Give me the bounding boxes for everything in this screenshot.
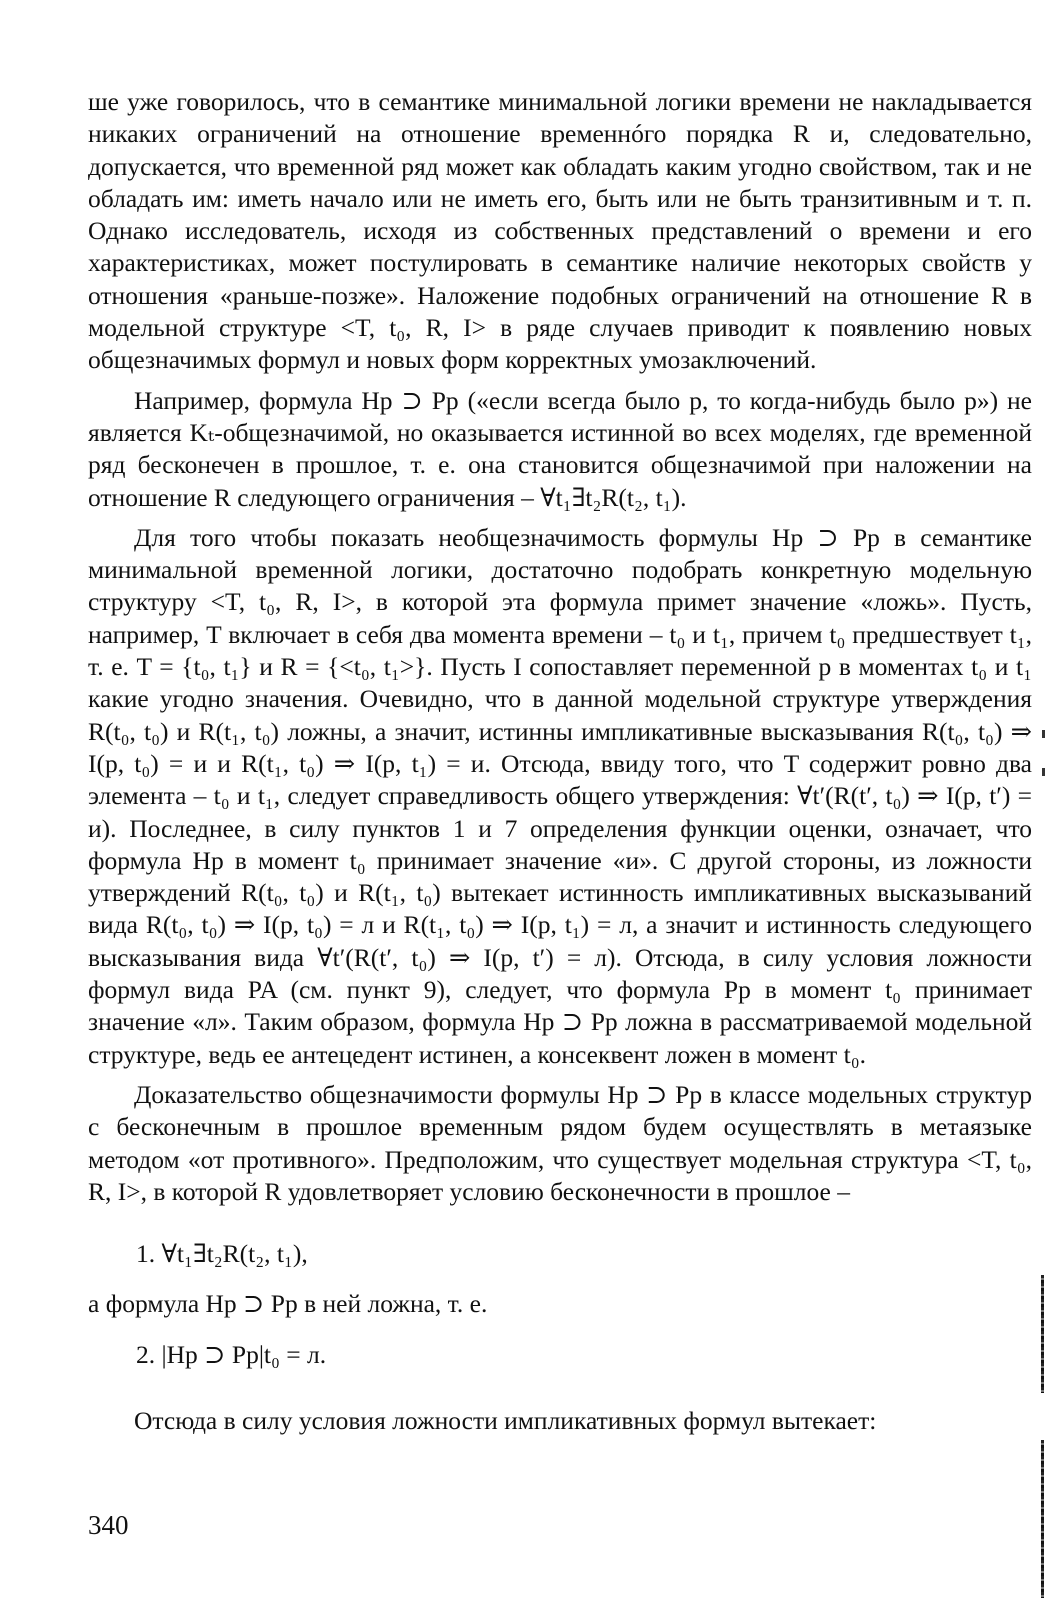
paragraph-1: ше уже говорилось, что в семантике минимальной логики времени не накладывается никаких ограничений на отношение временнóго порядка R и, следовательно, допускается, что временной ряд может как обладать каким угодно свойством, так и не обладать им: иметь начало или не иметь его, быть или не быть транзитивным и т. п. Однако исследователь, исходя из собственных представлений о времени и его характеристиках, может постулировать в семантике наличие некоторых свойств у отношения «раньше-позже». Наложение подобных ограничений на отношение R в модельной структуре <T, t₀, R, I> в ряде случаев приводит к появлению новых общезначимых формул и новых форм корректных умозаключений. [88, 87, 1032, 375]
scan-edge-mark [1042, 730, 1045, 738]
between-text: а формула Hp ⊃ Pp в ней ложна, т. е. [88, 1289, 488, 1319]
closing-line: Отсюда в силу условия ложности импликативных формул вытекает: [134, 1405, 877, 1435]
scan-edge-mark [1041, 1440, 1044, 1598]
scan-edge-mark [1041, 1275, 1044, 1393]
page-number: 340 [88, 1510, 129, 1540]
scan-edge-mark [1042, 768, 1045, 776]
condition-2: 2. |Hp ⊃ Pp|t₀ = л. [136, 1339, 327, 1369]
condition-1: 1. ∀t₁∃t₂R(t₂, t₁), [136, 1239, 308, 1269]
page-content [88, 86, 1032, 1437]
paragraph-2: Например, формула Hp ⊃ Pp («если всегда было p, то когда-нибудь было p») не является Kₜ-общезначимой, но оказывается истинной во всех моделях, где временной ряд бесконечен в прошлое, т. е. она становится общезначимой при наложении на отношение R следующего ограничения – ∀t₁∃t₂R(t₂, t₁). [88, 385, 1032, 512]
paragraph-3: Для того чтобы показать необщезначимость формулы Hp ⊃ Pp в семантике минимальной временной логики, достаточно подобрать конкретную модельную структуру <T, t₀, R, I>, в которой эта формула примет значение «ложь». Пусть, например, T включает в себя два момента времени – t₀ и t₁, причем t₀ предшествует t₁, т. е. T = {t₀, t₁} и R = {<t₀, t₁>}. Пусть I сопоставляет переменной p в моментах t₀ и t₁ какие угодно значения. Очевидно, что в данной модельной структуре утверждения R(t₀, t₀) и R(t₁, t₀) ложны, а значит, истинны импликативные высказывания R(t₀, t₀) ⇒ I(p, t₀) = и и R(t₁, t₀) ⇒ I(p, t₁) = и. Отсюда, ввиду того, что T содержит ровно два элемента – t₀ и t₁, следует справедливость общего утверждения: ∀t′(R(t′, t₀) ⇒ I(p, t′) = и). Последнее, в силу пунктов 1 и 7 определения функции оценки, означает, что формула Hp в момент t₀ принимает значение «и». С другой стороны, из ложности утверждений R(t₀, t₀) и R(t₁, t₀) вытекает истинность импликативных высказываний вида R(t₀, t₀) ⇒ I(p, t₀) = л и R(t₁, t₀) ⇒ I(p, t₁) = л, а значит и истинность следующего высказывания вида ∀t′(R(t′, t₀) ⇒ I(p, t′) = л). Отсюда, в силу условия ложности формул вида PA (см. пункт 9), следует, что формула Pp в момент t₀ принимает значение «л». Таким образом, формула Hp ⊃ Pp ложна в рассматриваемой модельной структуре, ведь ее антецедент истинен, а консеквент ложен в момент t₀. [88, 522, 1032, 1069]
paragraph-4: Доказательство общезначимости формулы Hp ⊃ Pp в классе модельных структур с бесконечным в прошлое временным рядом будем осуществлять в метаязыке методом «от противного». Предположим, что существует модельная структура <T, t₀, R, I>, в которой R удовлетворяет условию бесконечности в прошлое – [88, 1079, 1032, 1206]
